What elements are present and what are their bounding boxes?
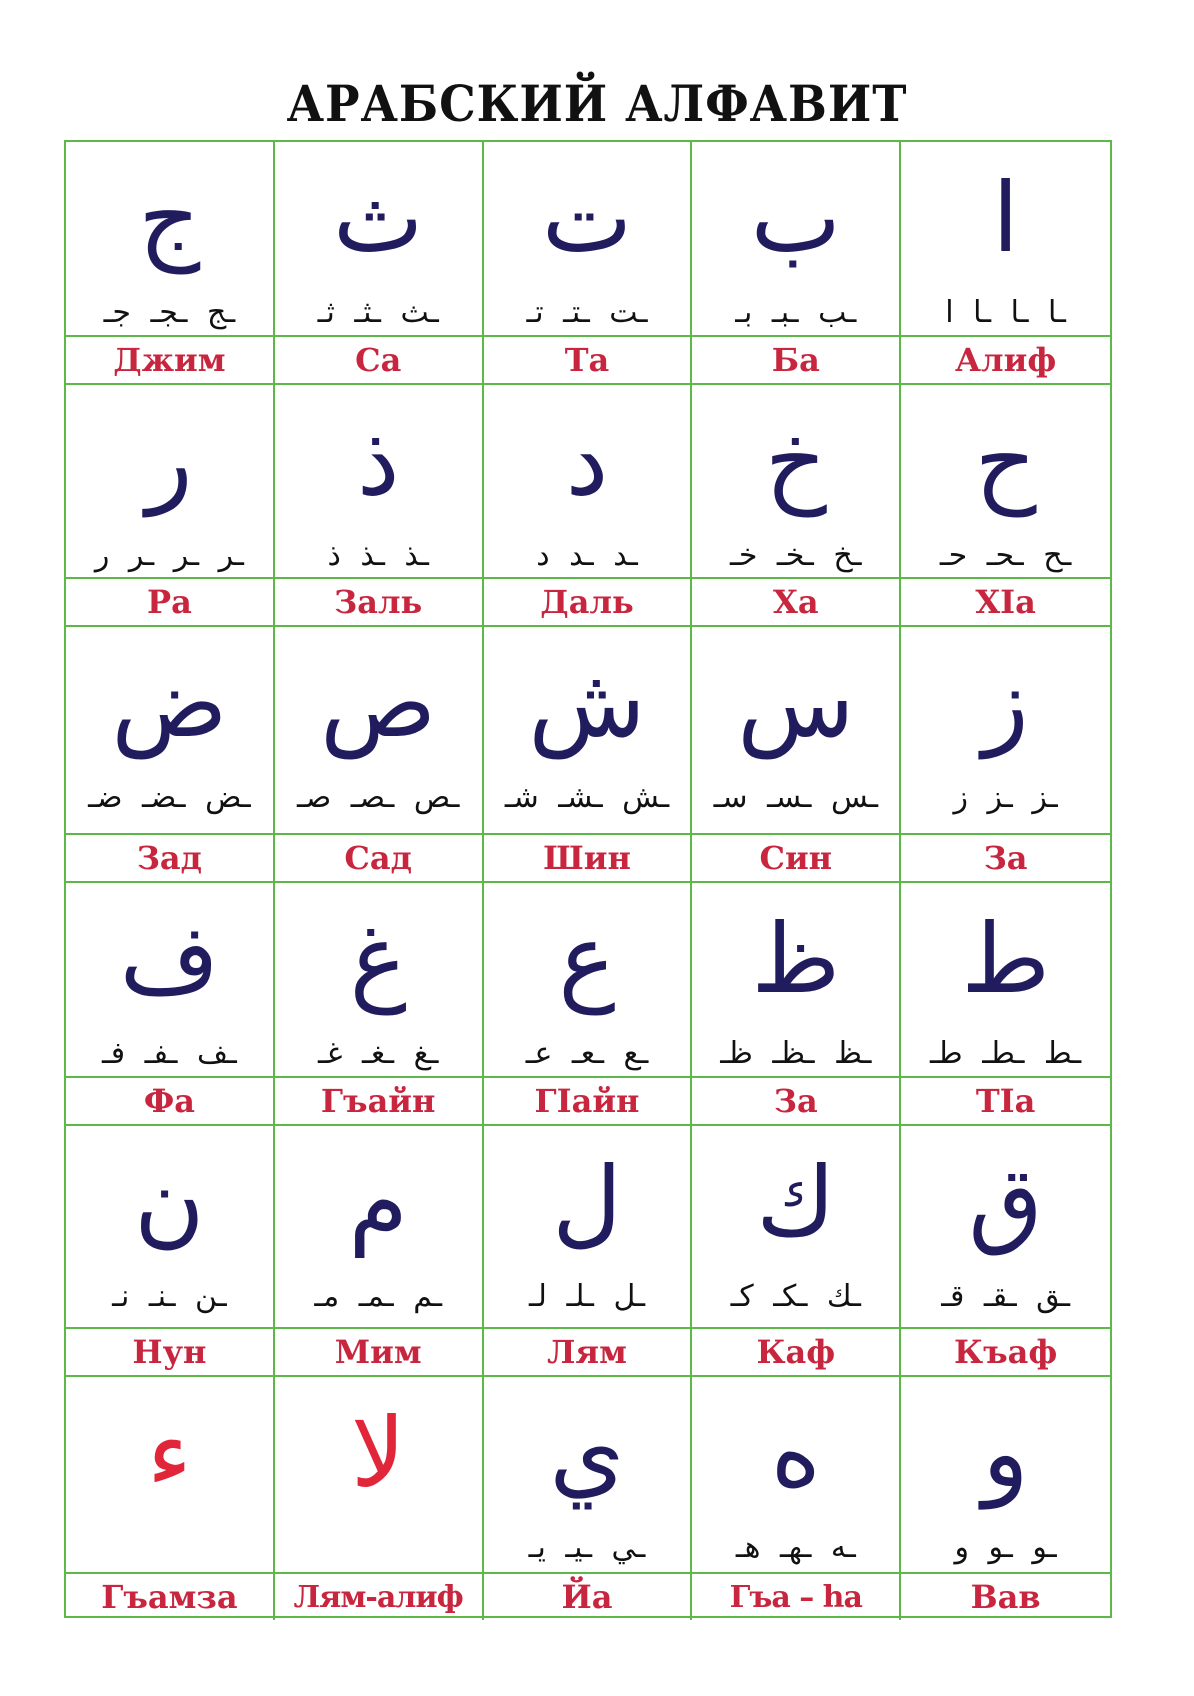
arabic-letter: ء	[146, 1397, 192, 1509]
letter-positional-forms: ـذ ـذ ذ	[327, 537, 429, 573]
letter-card	[692, 627, 901, 883]
letter-positional-forms: ـس ـسـ سـ	[713, 779, 878, 815]
letter-name: Гъа – ha	[692, 1572, 899, 1620]
letter-card	[66, 883, 275, 1126]
letter-card	[692, 385, 901, 627]
arabic-letter: ظ	[751, 903, 841, 1015]
letter-name: Каф	[692, 1327, 899, 1375]
arabic-letter: ذ	[356, 405, 400, 517]
arabic-letter: ه	[770, 1397, 821, 1509]
letter-name: Ха	[692, 577, 899, 625]
letter-card	[66, 142, 275, 385]
letter-card	[484, 142, 693, 385]
letter-name: Син	[692, 833, 899, 881]
letter-positional-forms: ـخ ـخـ خـ	[730, 537, 862, 573]
arabic-letter: ف	[119, 903, 220, 1015]
letter-name: Лям-алиф	[275, 1572, 482, 1620]
letter-name: Лям	[484, 1327, 691, 1375]
letter-positional-forms: ـع ـعـ عـ	[525, 1035, 649, 1071]
letter-positional-forms: ـت ـتـ تـ	[526, 294, 648, 330]
letter-card	[901, 627, 1110, 883]
letter-card	[66, 385, 275, 627]
arabic-letter: ض	[111, 647, 228, 759]
letter-name: Фа	[66, 1076, 273, 1124]
letter-card	[901, 385, 1110, 627]
letter-card	[484, 1126, 693, 1377]
letter-name: Нун	[66, 1327, 273, 1375]
letter-positional-forms: ـح ـحـ حـ	[939, 537, 1072, 573]
letter-positional-forms: ـو ـو و	[954, 1529, 1057, 1565]
letter-positional-forms: ـد ـد د	[536, 537, 638, 573]
letter-card	[484, 385, 693, 627]
letter-name: ГIайн	[484, 1076, 691, 1124]
letter-positional-forms: ـب ـبـ بـ	[735, 294, 857, 330]
letter-card	[275, 1126, 484, 1377]
letter-positional-forms: ـف ـفـ فـ	[102, 1035, 237, 1071]
letter-positional-forms	[66, 1527, 273, 1567]
letter-positional-forms: ـظ ـظـ ظـ	[720, 1035, 872, 1071]
letter-card	[901, 142, 1110, 385]
alphabet-grid	[64, 140, 1112, 1618]
letter-card	[692, 142, 901, 385]
arabic-letter: ش	[528, 647, 646, 759]
arabic-letter: ل	[552, 1146, 622, 1258]
letter-card	[275, 627, 484, 883]
arabic-letter: ط	[961, 903, 1050, 1015]
letter-card	[484, 883, 693, 1126]
letter-card	[275, 385, 484, 627]
arabic-letter: د	[565, 405, 609, 517]
letter-positional-forms: ـك ـكـ كـ	[730, 1278, 861, 1314]
letter-positional-forms: ـن ـنـ نـ	[112, 1278, 227, 1314]
arabic-letter: ج	[138, 162, 201, 274]
letter-name: Та	[484, 335, 691, 383]
letter-positional-forms: ـج ـجـ جـ	[103, 294, 236, 330]
letter-card	[901, 883, 1110, 1126]
letter-positional-forms: ـم ـمـ مـ	[314, 1278, 442, 1314]
letter-name: Зад	[66, 833, 273, 881]
arabic-letter: خ	[764, 405, 827, 517]
arabic-letter: ص	[320, 647, 437, 759]
letter-name: Ба	[692, 335, 899, 383]
letter-positional-forms: ـغ ـغـ غـ	[318, 1035, 439, 1071]
letter-name: За	[901, 833, 1110, 881]
letter-positional-forms: ـر ـر ـر ر	[94, 537, 244, 573]
arabic-letter: و	[982, 1397, 1029, 1509]
letter-positional-forms: ـه ـهـ هـ	[735, 1529, 856, 1565]
letter-positional-forms: ـط ـطـ طـ	[930, 1035, 1082, 1071]
letter-card	[901, 1126, 1110, 1377]
arabic-letter: ك	[756, 1146, 836, 1258]
arabic-letter: ن	[134, 1146, 205, 1258]
letter-positional-forms: ـز ـز ز	[953, 779, 1058, 815]
letter-card	[692, 1377, 901, 1620]
arabic-letter: ق	[968, 1146, 1043, 1258]
arabic-letter: لا	[350, 1397, 406, 1509]
letter-name: Сад	[275, 833, 482, 881]
letter-card	[66, 1126, 275, 1377]
letter-card	[692, 1126, 901, 1377]
letter-positional-forms: ـش ـشـ شـ	[504, 779, 670, 815]
arabic-letter: غ	[349, 903, 407, 1015]
arabic-letter: س	[737, 647, 855, 759]
letter-card	[484, 627, 693, 883]
letter-positional-forms: ـص ـصـ صـ	[296, 779, 460, 815]
letter-card	[66, 1377, 275, 1620]
arabic-letter: ب	[750, 162, 841, 274]
letter-card	[66, 627, 275, 883]
letter-name: За	[692, 1076, 899, 1124]
letter-card	[275, 1377, 484, 1620]
letter-card	[484, 1377, 693, 1620]
letter-name: Шин	[484, 833, 691, 881]
letter-positional-forms: ـل ـلـ لـ	[528, 1278, 646, 1314]
arabic-letter: ي	[549, 1397, 625, 1509]
letter-positional-forms: ـض ـضـ ضـ	[88, 779, 251, 815]
letter-positional-forms: ـث ـثـ ثـ	[317, 294, 439, 330]
arabic-letter: ز	[982, 647, 1029, 759]
letter-name: Гъайн	[275, 1076, 482, 1124]
letter-name: Джим	[66, 335, 273, 383]
letter-card	[692, 883, 901, 1126]
letter-name: Къаф	[901, 1327, 1110, 1375]
letter-name: Гъамза	[66, 1572, 273, 1620]
arabic-letter: ت	[541, 162, 633, 274]
arabic-letter: م	[348, 1146, 408, 1258]
letter-name: Алиф	[901, 335, 1110, 383]
letter-name: Са	[275, 335, 482, 383]
letter-positional-forms: ـي ـيـ يـ	[528, 1529, 646, 1565]
letter-name: Йа	[484, 1572, 691, 1620]
letter-card	[275, 883, 484, 1126]
page-title: АРАБСКИЙ АЛФАВИТ	[286, 73, 908, 133]
arabic-letter: ر	[146, 405, 193, 517]
letter-positional-forms: ـا ـا ـا ا	[945, 294, 1066, 330]
letter-positional-forms: ـق ـقـ قـ	[941, 1278, 1070, 1314]
letter-name: Вав	[901, 1572, 1110, 1620]
arabic-letter: ا	[992, 162, 1019, 274]
letter-name: ТIа	[901, 1076, 1110, 1124]
letter-card	[901, 1377, 1110, 1620]
letter-name: Мим	[275, 1327, 482, 1375]
letter-card	[275, 142, 484, 385]
arabic-letter: ح	[974, 405, 1037, 517]
letter-name: Заль	[275, 577, 482, 625]
letter-positional-forms	[275, 1527, 482, 1567]
letter-name: Даль	[484, 577, 691, 625]
arabic-letter: ع	[558, 903, 616, 1015]
letter-name: ХIа	[901, 577, 1110, 625]
letter-name: Ра	[66, 577, 273, 625]
arabic-letter: ث	[333, 162, 424, 274]
